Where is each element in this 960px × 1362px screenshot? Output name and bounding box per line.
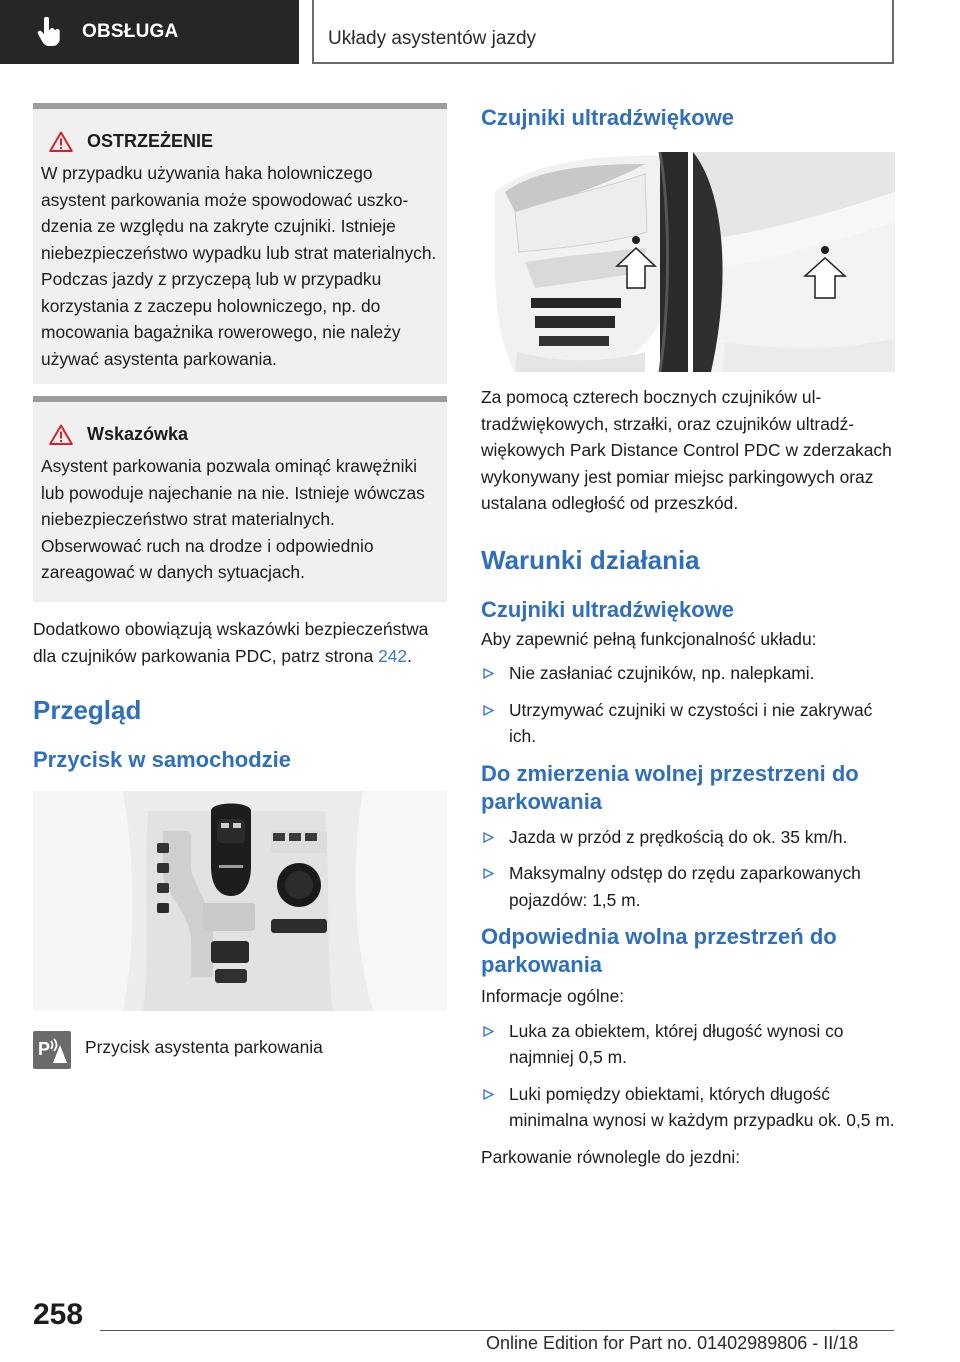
parking-brake-switch <box>211 941 249 963</box>
page-reference-link[interactable]: 242 <box>378 645 408 666</box>
left-column <box>33 103 447 1069</box>
warning-triangle-icon <box>49 131 73 152</box>
bullet-triangle-icon <box>483 668 494 679</box>
suitable-space-subheading: Odpowiednia wolna przestrzeń do parkowania <box>481 924 837 977</box>
console-button <box>157 883 169 893</box>
warning-title: OSTRZEŻENIE <box>87 131 214 151</box>
sensors-conditions-list <box>481 660 896 750</box>
side-sensor-rear <box>821 246 829 254</box>
sensors-description: Za pomocą czterech bocznych czujników ultradźwiękowych, strzałki, oraz czujników ultradźwiękowych Park Distance Control PDC w zderzakach wykonywany jest pomiar miejsc parkingowych oraz ustalana odległość od przeszkód. <box>481 387 892 513</box>
side-sensor-front <box>632 236 640 244</box>
note-box <box>33 396 447 602</box>
button-legend <box>33 1031 447 1069</box>
bullet-triangle-icon <box>483 868 494 879</box>
bullet-triangle-icon <box>483 1026 494 1037</box>
measure-space-list <box>481 824 896 914</box>
ultrasonic-sensors-heading: Czujniki ultradźwiękowe <box>481 105 735 130</box>
button-legend-caption: Przycisk asystenta parkowania <box>85 1037 323 1057</box>
list-item: Utrzymywać czujniki w czystości i nie zakrywać ich. <box>481 697 896 750</box>
svg-text:P: P <box>38 1039 51 1059</box>
edition-note: Online Edition for Part no. 01402989806 - II/18 <box>486 1333 859 1353</box>
measure-space-subheading: Do zmierzenia wolnej przestrzeni do parkowania <box>481 760 859 814</box>
note-text: Asystent parkowania pozwala ominąć krawężniki lub powoduje najechanie na nie. Istnieje wówczas niebezpieczeństwo strat materialnych. Obserwować ruch na drodze i odpowiednio zareagować w danych sytuacjach. <box>41 456 425 582</box>
gear-selector <box>211 804 251 897</box>
console-button <box>157 863 169 873</box>
pdc-safety-paragraph: Dodatkowo obowiązują wskazówki bezpieczeństwa dla czujników parkowania PDC, patrz strona 242. <box>33 619 429 666</box>
warning-text: W przypadku używania haka holowniczego asystent parkowania może spowodować uszkodzenia ze względu na zakryte czujniki. Istnieje niebezpieczeństwo wypadku lub strat materialnych. Podczas jazdy z przyczepą lub w przypadku korzystania z zaczepu holowniczego, np. do mocowania bagażnika rowerowego, nie należy używać asystenta parkowania. <box>41 163 437 369</box>
sensor-location-illustration <box>495 152 895 372</box>
bullet-triangle-icon <box>483 1089 494 1100</box>
chapter-header <box>312 0 894 64</box>
button-in-vehicle-heading: Przycisk w samochodzie <box>33 747 291 772</box>
list-item: Luki pomiędzy obiektami, których długość minimalna wynosi w każdym przypadku ok. 0,5 m. <box>481 1081 896 1134</box>
right-column <box>481 100 896 1170</box>
caution-triangle-icon <box>49 424 73 445</box>
center-console-photo <box>33 791 447 1011</box>
sensor-location-photo <box>495 152 895 372</box>
list-item: Jazda w przód z prędkością do ok. 35 km/h. <box>481 824 896 851</box>
chapter-title: Układy asystentów jazdy <box>328 28 537 49</box>
page-number: 258 <box>33 1298 84 1331</box>
conditions-sensors-intro: Aby zapewnić pełną funkcjonalność układu: <box>481 628 817 649</box>
parking-assist-icon <box>33 1031 71 1069</box>
footer-divider <box>100 1330 894 1331</box>
bullet-triangle-icon <box>483 832 494 843</box>
parallel-parking-label: Parkowanie równolegle do jezdni: <box>481 1146 741 1167</box>
suitable-space-list <box>481 1018 896 1134</box>
center-console-illustration <box>33 791 447 1011</box>
list-item: Maksymalny odstęp do rzędu zaparkowanych pojazdów: 1,5 m. <box>481 860 896 913</box>
parking-assist-console-button <box>157 903 169 913</box>
list-item: Nie zasłaniać czujników, np. nalepkami. <box>481 660 896 687</box>
conditions-sensors-subheading: Czujniki ultradźwiękowe <box>481 596 735 622</box>
hand-pointer-icon <box>36 17 62 47</box>
list-item: Luka za obiektem, której długość wynosi co najmniej 0,5 m. <box>481 1018 896 1071</box>
overview-heading: Przegląd <box>33 695 142 725</box>
section-tab[interactable] <box>0 0 299 64</box>
section-label: OBSŁUGA <box>82 21 179 42</box>
suitable-space-intro: Informacje ogólne: <box>481 986 625 1006</box>
warning-box <box>33 103 447 384</box>
note-title: Wskazówka <box>87 424 189 444</box>
bullet-triangle-icon <box>483 705 494 716</box>
auto-hold-button <box>215 969 247 983</box>
console-button <box>157 843 169 853</box>
operating-conditions-heading: Warunki działania <box>481 544 700 575</box>
